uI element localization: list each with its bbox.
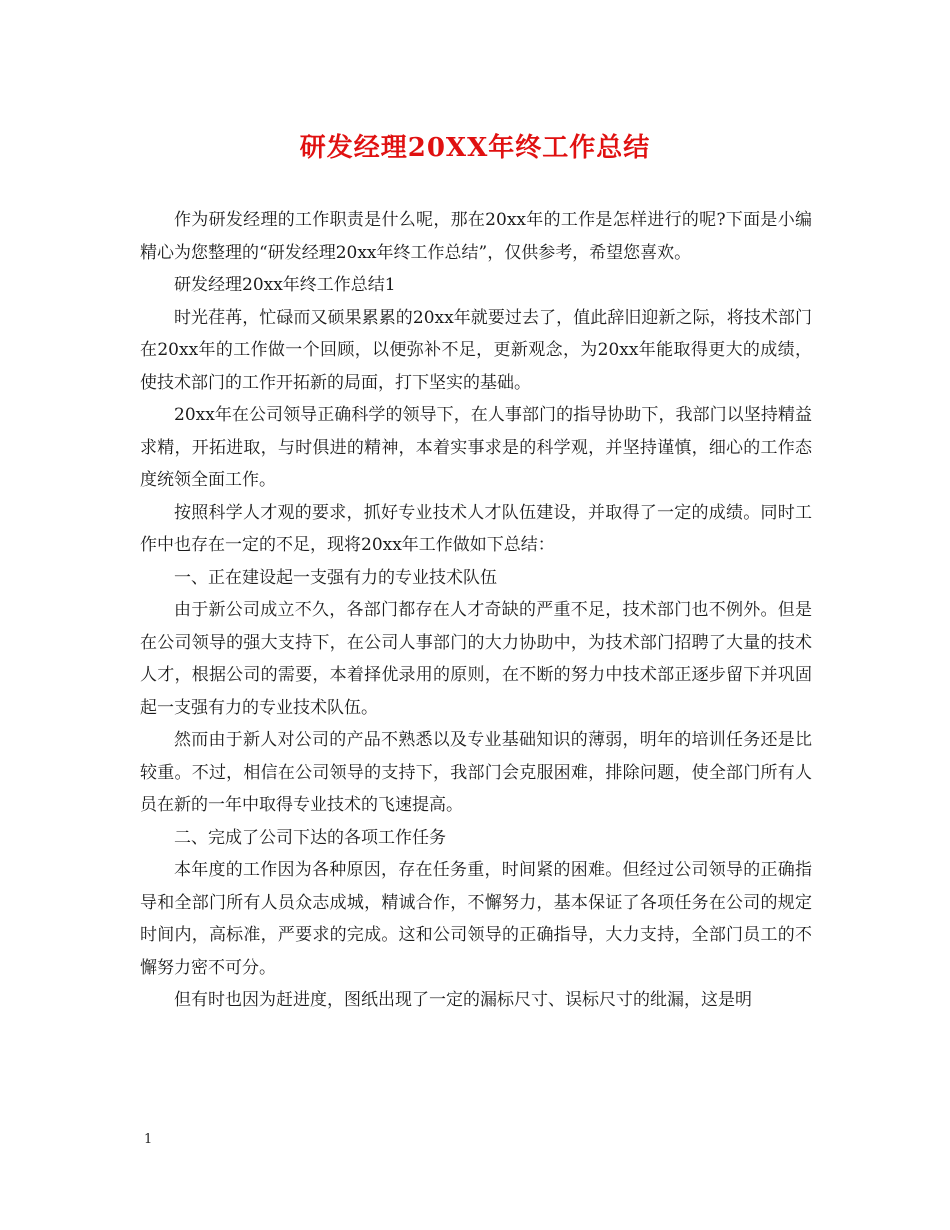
document-body <box>140 204 812 1017</box>
body-paragraph: 按照科学人才观的要求，抓好专业技术人才队伍建设，并取得了一定的成绩。同时工作中也存在一定的不足，现将20xx年工作做如下总结： <box>140 502 812 555</box>
intro-paragraph: 作为研发经理的工作职责是什么呢，那在20xx年的工作是怎样进行的呢?下面是小编精心为您整理的“研发经理20xx年终工作总结”，仅供参考，希望您喜欢。 <box>140 210 812 263</box>
section-heading-team: 一、正在建设起一支强有力的专业技术队伍 <box>174 567 497 588</box>
document-title: 研发经理20XX年终工作总结 <box>299 133 651 163</box>
body-paragraph: 本年度的工作因为各种原因，存在任务重，时间紧的困难。但经过公司领导的正确指导和全部门所有人员众志成城，精诚合作，不懈努力，基本保证了各项任务在公司的规定时间内，高标准，严要求的完成。这和公司领导的正确指导，大力支持，全部门员工的不懈努力密不可分。 <box>140 860 812 978</box>
page-number: 1 <box>144 1132 153 1147</box>
body-paragraph: 然而由于新人对公司的产品不熟悉以及专业基础知识的薄弱，明年的培训任务还是比较重。不过，相信在公司领导的支持下，我部门会克服困难，排除问题，使全部门所有人员在新的一年中取得专业技术的飞速提高。 <box>140 730 812 815</box>
body-paragraph: 20xx年在公司领导正确科学的领导下，在人事部门的指导协助下，我部门以坚持精益求精，开拓进取，与时俱进的精神，本着实事求是的科学观，并坚持谨慎，细心的工作态度统领全面工作。 <box>140 405 812 490</box>
section-heading-summary-1: 研发经理20xx年终工作总结1 <box>174 275 396 295</box>
body-paragraph: 时光荏苒，忙碌而又硕果累累的20xx年就要过去了，值此辞旧迎新之际，将技术部门在20xx年的工作做一个回顾，以便弥补不足，更新观念，为20xx年能取得更大的成绩，使技术部门的工作开拓新的局面，打下坚实的基础。 <box>140 307 812 393</box>
section-heading-tasks: 二、完成了公司下达的各项工作任务 <box>174 827 446 848</box>
body-paragraph: 但有时也因为赶进度，图纸出现了一定的漏标尺寸、误标尺寸的纰漏，这是明 <box>174 990 752 1010</box>
body-paragraph: 由于新公司成立不久，各部门都存在人才奇缺的严重不足，技术部门也不例外。但是在公司领导的强大支持下，在公司人事部门的大力协助中，为技术部门招聘了大量的技术人才，根据公司的需要，本着择优录用的原则，在不断的努力中技术部正逐步留下并巩固起一支强有力的专业技术队伍。 <box>140 600 812 718</box>
